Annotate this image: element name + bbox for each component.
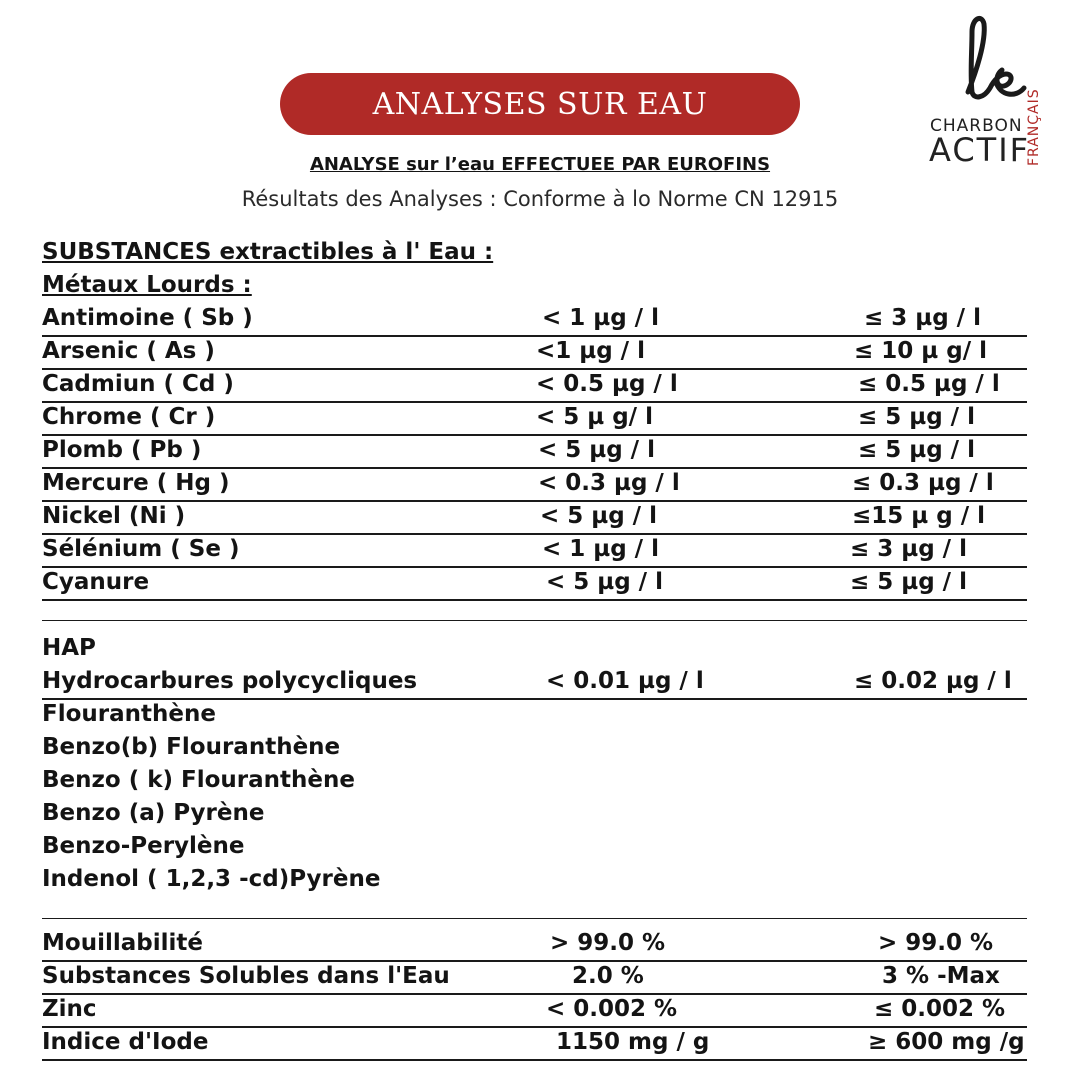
substance-name: Sélénium ( Se ) bbox=[42, 536, 240, 562]
table-row bbox=[42, 927, 1027, 962]
hap-item: Benzo(b) Flouranthène bbox=[42, 734, 341, 760]
brand-logo bbox=[920, 12, 1060, 169]
result-value: 1150 mg / g bbox=[556, 1029, 710, 1055]
title-banner bbox=[280, 73, 800, 135]
list-item bbox=[42, 764, 1027, 797]
table-row bbox=[42, 434, 1027, 469]
limit-value: 3 % -Max bbox=[882, 963, 1000, 989]
substance-name: Substances Solubles dans l'Eau bbox=[42, 963, 450, 989]
table-row bbox=[42, 368, 1027, 403]
substance-name: Antimoine ( Sb ) bbox=[42, 305, 253, 331]
table-row bbox=[42, 467, 1027, 502]
hap-item: Benzo-Perylène bbox=[42, 833, 245, 859]
limit-value: ≤15 µ g / l bbox=[852, 503, 985, 529]
limit-value: ≤ 0.02 µg / l bbox=[854, 668, 1012, 694]
table-row bbox=[42, 533, 1027, 568]
section-title-metaux-text: Métaux Lourds : bbox=[42, 272, 252, 298]
limit-value: ≤ 3 µg / l bbox=[850, 536, 967, 562]
result-value: < 0.3 µg / l bbox=[538, 470, 680, 496]
result-value: < 5 µg / l bbox=[546, 569, 663, 595]
hap-item: Benzo ( k) Flouranthène bbox=[42, 767, 355, 793]
limit-value: ≥ 600 mg /g bbox=[868, 1029, 1025, 1055]
result-value: < 0.01 µg / l bbox=[546, 668, 704, 694]
table-row bbox=[42, 500, 1027, 535]
limit-value: ≤ 0.5 µg / l bbox=[858, 371, 1000, 397]
hap-item: Indenol ( 1,2,3 -cd)Pyrène bbox=[42, 866, 381, 892]
table-row bbox=[42, 566, 1027, 601]
limit-value: ≤ 0.3 µg / l bbox=[852, 470, 994, 496]
logo-actif-text: ACTIF bbox=[929, 131, 1031, 169]
section-title-metaux bbox=[42, 269, 1027, 302]
result-value: < 0.002 % bbox=[546, 996, 678, 1022]
substance-name: Arsenic ( As ) bbox=[42, 338, 215, 364]
table-row bbox=[42, 335, 1027, 370]
limit-value: ≤ 5 µg / l bbox=[858, 404, 975, 430]
table-row bbox=[42, 302, 1027, 337]
section-divider bbox=[42, 620, 1027, 621]
list-item bbox=[42, 698, 1027, 731]
logo-script-le bbox=[950, 12, 1030, 104]
limit-value: ≤ 5 µg / l bbox=[858, 437, 975, 463]
section-title-substances-text: SUBSTANCES extractibles à l' Eau : bbox=[42, 239, 494, 265]
result-value: < 0.5 µg / l bbox=[536, 371, 678, 397]
substance-name: Zinc bbox=[42, 996, 97, 1022]
hap-item: Flouranthène bbox=[42, 701, 216, 727]
result-value: > 99.0 % bbox=[550, 930, 666, 956]
table-row bbox=[42, 401, 1027, 436]
hap-item: Benzo (a) Pyrène bbox=[42, 800, 265, 826]
substance-name: Cadmiun ( Cd ) bbox=[42, 371, 234, 397]
section-divider bbox=[42, 918, 1027, 919]
substance-name: Hydrocarbures polycycliques bbox=[42, 668, 418, 694]
result-value: < 5 µ g/ l bbox=[536, 404, 653, 430]
limit-value: ≤ 3 µg / l bbox=[864, 305, 981, 331]
result-value: 2.0 % bbox=[572, 963, 644, 989]
table-row bbox=[42, 665, 1027, 700]
substance-name: Indice d'Iode bbox=[42, 1029, 209, 1055]
table-row bbox=[42, 1026, 1027, 1061]
substance-name: Chrome ( Cr ) bbox=[42, 404, 216, 430]
list-item bbox=[42, 731, 1027, 764]
result-line: Résultats des Analyses : Conforme à lo Norme CN 12915 bbox=[241, 187, 839, 211]
limit-value: ≤ 5 µg / l bbox=[850, 569, 967, 595]
table-row bbox=[42, 993, 1027, 1028]
list-item bbox=[42, 830, 1027, 863]
analysis-subtitle-text: ANALYSE sur l’eau EFFECTUEE PAR EUROFINS bbox=[309, 154, 771, 175]
result-value: < 5 µg / l bbox=[538, 437, 655, 463]
logo-francais-text: FRANÇAIS bbox=[1026, 88, 1042, 166]
hap-title-text: HAP bbox=[42, 635, 96, 661]
logo-charbon-text: CHARBON bbox=[930, 116, 1023, 136]
list-item bbox=[42, 797, 1027, 830]
banner-title: ANALYSES SUR EAU bbox=[372, 86, 708, 122]
list-item bbox=[42, 863, 1027, 896]
result-value: < 1 µg / l bbox=[542, 536, 659, 562]
substance-name: Mercure ( Hg ) bbox=[42, 470, 230, 496]
analysis-subtitle bbox=[0, 154, 1080, 175]
section-title-substances bbox=[42, 236, 1027, 269]
limit-value: > 99.0 % bbox=[878, 930, 994, 956]
limit-value: ≤ 10 µ g/ l bbox=[854, 338, 987, 364]
table-row bbox=[42, 960, 1027, 995]
result-value: < 1 µg / l bbox=[542, 305, 659, 331]
substance-name: Mouillabilité bbox=[42, 930, 203, 956]
substance-name: Plomb ( Pb ) bbox=[42, 437, 202, 463]
hap-title bbox=[42, 632, 1027, 665]
substance-name: Nickel (Ni ) bbox=[42, 503, 186, 529]
result-value: <1 µg / l bbox=[536, 338, 645, 364]
result-value: < 5 µg / l bbox=[540, 503, 657, 529]
substance-name: Cyanure bbox=[42, 569, 150, 595]
limit-value: ≤ 0.002 % bbox=[874, 996, 1006, 1022]
